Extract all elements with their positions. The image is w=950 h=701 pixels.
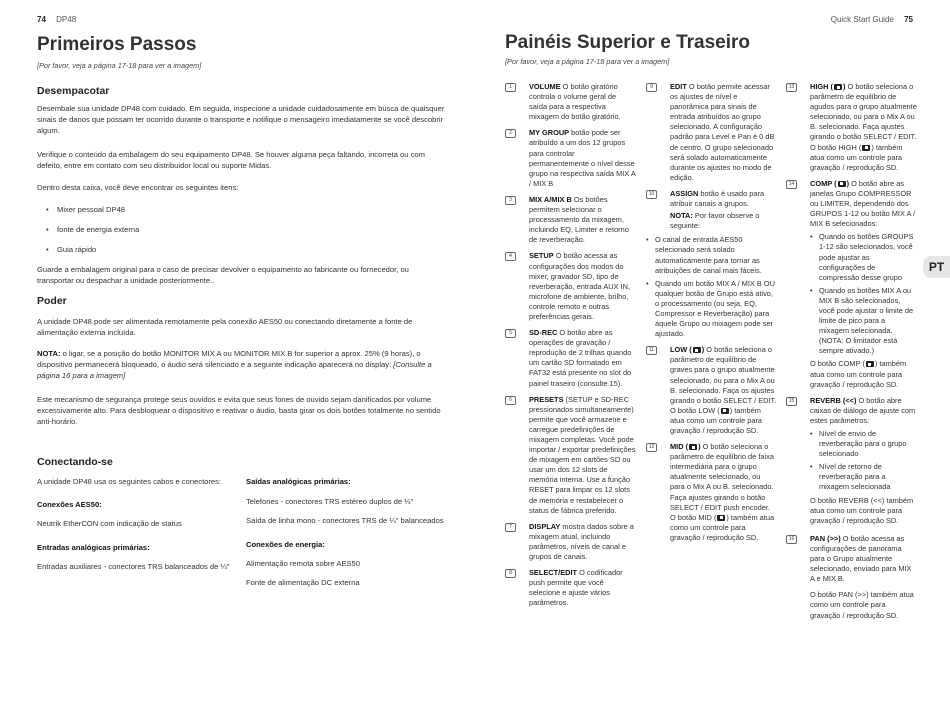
paragraph: Desembale sua unidade DP48 com cuidado. Em seguida, inspecione a unidade cuidadosamente em busca de quaisquer sinais de danos que possam ter ocorrido durante o transporte e notifique o mensageiro imediatamente se você descobrir algum. (37, 104, 445, 135)
list-item: • fonte de energia externa (57, 225, 139, 234)
item-text: Os botões permitem selecionar o processamento da mixagem, incluindo EQ, Limiter e retorno de reverberação. (529, 194, 629, 245)
item-number: 4 (505, 252, 516, 261)
bullet-item: • Nível de envio de reverberação para o grupo selecionado (819, 429, 917, 459)
bullet-item: • Quando um botão MIX A / MIX B OU qualquer botão de Grupo está ativo, o processamento (ou seja, EQ, Compressor e Reverberação) para aquele Grupo ou mixagem pode ser ajustado. (655, 279, 777, 340)
paragraph: Verifique o conteúdo da embalagem do seu equipamento DP48. Se houver alguma peça faltando, incorreta ou com defeito, entre em contato com seu distribuidor local ou suporte Midas. (37, 150, 425, 170)
paragraph: O botão PAN (>>) também atua como um controle para gravação / reprodução SD. (810, 590, 914, 620)
section-heading: Conectando-se (37, 456, 113, 468)
list-item (650, 82, 777, 183)
subheading: Conexões de energia: (246, 540, 325, 549)
paragraph: Este mecanismo de segurança protege seus ouvidos e evita que seus fones de ouvido sejam danificados por volume excessivamente alto. Para desbloquear o dispositivo e reativar o áudio, basta girar os dois botões totalmente no sentido anti-horário. (37, 395, 441, 426)
item-label: ) (846, 178, 850, 188)
item-label: SD-REC (529, 328, 558, 338)
item-number: 6 (505, 396, 516, 405)
play-icon (838, 181, 846, 187)
list-item: • Guia rápido (57, 245, 96, 254)
item-text: O botão abre caixas de diálogo de ajuste com estes parâmetros: (810, 395, 916, 425)
paragraph (810, 359, 917, 389)
item-number: 1 (505, 83, 516, 92)
subheading: Saídas analógicas primárias: (246, 477, 351, 486)
item-label: REVERB (<<) (810, 395, 857, 405)
page-number: 74 (37, 15, 46, 24)
item-number: 13 (786, 83, 797, 92)
column-2 (646, 82, 777, 549)
item-text: O botão acessa as configurações dos modos do mixer, gravador SD, tipo de reverberação, entrada AUX IN, microfone de ambiente, brilho, controle remoto e outras preferências gerais. (529, 251, 631, 321)
note-paragraph (37, 348, 447, 381)
section-heading: Desempacotar (37, 85, 110, 97)
item-text: mostra dados sobre a mixagem atual, incluindo parâmetros, níveis de canal e grupos de canais. (529, 521, 634, 562)
item-number: 14 (786, 180, 797, 189)
item-label: HIGH ( (810, 82, 833, 91)
item-label: ) (843, 82, 846, 91)
right-page (475, 0, 950, 701)
item-number: 3 (505, 196, 516, 205)
item-label: SELECT/EDIT (529, 568, 578, 578)
item-label: PRESETS (529, 394, 564, 404)
note-text: o ligar, se a posição do botão MONITOR MIX A ou MONITOR MIX B for superior a aprox. 25% (9 horas), o dispositivo permanecerá bloqueado, o áudio será silenciado e a seguinte indicação aparecerá no display: (37, 349, 421, 369)
page-header-right (831, 15, 913, 24)
item-number: 5 (505, 329, 516, 338)
paragraph: Fonte de alimentação DC externa (246, 578, 360, 587)
item-text: ) também atua como um controle para gravação / reprodução SD. (810, 359, 907, 389)
bullet-item: • Quando os botões GROUPS 1-12 são selecionados, você pode ajustar as configurações de compressão desse grupo (819, 232, 917, 282)
item-label: COMP ( (810, 178, 837, 188)
list-item (788, 395, 917, 426)
item-label: LOW ( (670, 345, 692, 355)
list-item (509, 251, 636, 322)
page-number: 75 (904, 15, 913, 24)
item-text: O botão seleciona o parâmetro de equilíbrio de agudos para o grupo atualmente selecionado, ou para o Mix A ou B. selecionado. Faça ajustes girando o botão SELECT / EDIT. O botão HIGH ( (810, 82, 917, 152)
paragraph: A unidade DP48 usa os seguintes cabos e conectores: (37, 477, 222, 486)
list-item (509, 328, 636, 389)
item-text: O botão abre as janelas Grupo COMPRESSOR ou LIMITER, dependendo dos GRUPOS 1-12 ou botão MIX A / MIX B selecionados: (810, 178, 916, 229)
paragraph: Dentro desta caixa, você deve encontrar os seguintes itens: (37, 183, 239, 192)
subheading: Entradas analógicas primárias: (37, 543, 150, 552)
item-text: ) também atua como um controle para gravação / reprodução SD. (670, 512, 775, 542)
item-text: ) também atua como um controle para gravação / reprodução SD. (670, 405, 763, 435)
list-item (648, 442, 777, 543)
record-icon (693, 347, 701, 353)
item-text: botão é usado para atribuir canais a grupos. (670, 188, 765, 209)
paragraph: Neutrik EtherCON com indicação de status (37, 519, 182, 528)
item-text: O botão acessa as configurações de panorama para o Grupo atualmente selecionado, enviado para MIX A e MIX B. (810, 533, 912, 584)
item-text: botão pode ser atribuído a um dos 12 grupos para controlar permanentemente o nível desse grupo na respectiva saída MIX A / MIX B (529, 128, 636, 188)
subheading: Conexões AES50: (37, 500, 102, 509)
note-label: NOTA: (37, 349, 61, 358)
page-subtitle: [Por favor, veja a página 17-18 para ver a imagem] (37, 61, 202, 70)
item-number: 9 (646, 83, 657, 92)
note-italic: [Consulte a página 16 para a imagem] (37, 360, 432, 380)
list-item (788, 533, 917, 584)
paragraph: Guarde a embalagem original para o caso de precisar devolver o equipamento ao fabricante ou fornecedor, ou transportar ou despachar a unidade posteriormente.. (37, 265, 409, 285)
record-icon (721, 408, 729, 414)
play-icon (689, 444, 697, 450)
list-item (509, 521, 636, 562)
language-tab: PT (923, 256, 950, 278)
header-label: Quick Start Guide (830, 15, 894, 24)
list-item (648, 188, 777, 209)
item-number: 8 (505, 569, 516, 578)
section-heading: Poder (37, 295, 67, 307)
item-text: O botão abre as operações de gravação / reprodução de 2 trilhas quando um cartão SD formatado em FAT32 está presente no slot do painel traseiro (consulte 15). (529, 328, 632, 388)
paragraph: Entradas auxiliares - conectores TRS balanceados de ¼" (37, 562, 230, 571)
item-number: 7 (505, 523, 516, 532)
item-number: 16 (786, 535, 797, 544)
list-item: • Mixer pessoal DP48 (57, 205, 125, 214)
page-title: Primeiros Passos (37, 34, 197, 55)
stop-icon (862, 145, 870, 151)
item-label: MY GROUP (529, 128, 570, 138)
item-label: EDIT (670, 82, 687, 91)
column-1 (505, 82, 636, 615)
item-label: ) (698, 442, 701, 452)
item-label: MID ( (670, 442, 689, 452)
item-text: O botão seleciona o parâmetro de equilíbrio de faixa intermediária para o grupo atualmente selecionado, ou para o Mix A ou B. selecionado. Faça ajustes girando o botão SELECT / EDIT push encoder. O botão MID ( (670, 442, 774, 522)
play-icon (866, 361, 874, 367)
list-item (788, 82, 917, 173)
list-item (509, 128, 636, 189)
note-label: NOTA: (670, 211, 693, 221)
paragraph: Telefones - conectores TRS estéreo duplos de ¼" (246, 497, 414, 506)
item-text: O botão seleciona o parâmetro de equilíbrio de graves para o grupo atualmente selecionado, ou para o Mix A ou B. selecionado. Faça os ajustes girando o botão SELECT / EDIT. O botão LOW ( (670, 345, 777, 415)
item-label: ) (701, 345, 705, 355)
item-number: 11 (646, 346, 657, 355)
item-text: (SETUP e SD-REC pressionados simultaneamente) permite que você armazene e carregue predefinições de mixagem completas. Você pode importar / exportar predefinições de mixagem em cartões SD ou usar um dos 12 slots de memória interna. Use a função RESET para limpar os 12 slots de memória e restabelecer o status de fábrica preferido. (529, 394, 636, 515)
item-text: ) também atua como um controle para gravação / reprodução SD. (810, 142, 903, 172)
item-text: O botão giratório controla o volume geral de saída para a respectiva mixagem do botão giratório. (529, 82, 621, 122)
item-label: MIX A/MIX B (529, 194, 572, 204)
play-icon (717, 515, 725, 521)
column-3 (786, 82, 917, 627)
page-subtitle: [Por favor, veja a página 17-18 para ver a imagem] (505, 57, 670, 66)
item-number: 12 (646, 443, 657, 452)
list-item (509, 568, 636, 608)
header-label: DP48 (56, 15, 77, 24)
list-item (788, 178, 917, 229)
item-number: 2 (505, 129, 516, 138)
item-number: 15 (786, 397, 797, 406)
item-label: VOLUME (529, 82, 561, 91)
bullet-item: • O canal de entrada AES50 selecionado será solado automaticamente para tornar as atribuições de canal mais fáceis. (655, 235, 777, 275)
item-label: DISPLAY (529, 521, 561, 531)
item-text: O botão COMP ( (810, 359, 865, 369)
item-label: SETUP (529, 251, 554, 261)
list-item (509, 82, 636, 122)
item-label: ASSIGN (670, 188, 699, 198)
list-item (648, 345, 777, 436)
stop-icon (834, 84, 842, 90)
list-item (509, 194, 636, 245)
list-item (509, 394, 636, 516)
paragraph: Saída de linha mono - conectores TRS de ¼" balanceados (246, 516, 444, 525)
item-text: O botão permite acessar os ajustes de nível e panorâmica para sinais de entrada atribuídos ao grupo selecionado. A configuração padrão para Level e Pan é 0 dB de centro. O grupo selecionado será solado automaticamente durante os ajustes no modo de edição. (670, 82, 775, 182)
item-number: 10 (646, 190, 657, 199)
page-header-left (37, 15, 76, 24)
page-title: Painéis Superior e Traseiro (505, 32, 750, 53)
item-label: PAN (>>) (810, 533, 841, 543)
paragraph: Alimentação remota sobre AES50 (246, 559, 360, 568)
item-text: O codificador push permite que você selecione e ajuste vários parâmetros. (529, 568, 623, 608)
paragraph: A unidade DP48 pode ser alimentada remotamente pela conexão AES50 ou conectando diretamente a fonte de alimentação externa incluída. (37, 317, 413, 337)
note (670, 211, 777, 231)
bullet-item: • Quando os botões MIX A ou MIX B são selecionados, você pode ajustar o limite de limite de pico para a mixagem selecionada. (NOTA: O limitador está sempre ativado.) (819, 286, 917, 357)
paragraph: O botão REVERB (<<) também atua como um controle para gravação / reprodução SD. (810, 495, 914, 525)
note-text: Por favor observe o seguinte: (670, 211, 760, 231)
bullet-item: • Nível de retorno de reverberação para a mixagem selecionada (819, 462, 917, 492)
